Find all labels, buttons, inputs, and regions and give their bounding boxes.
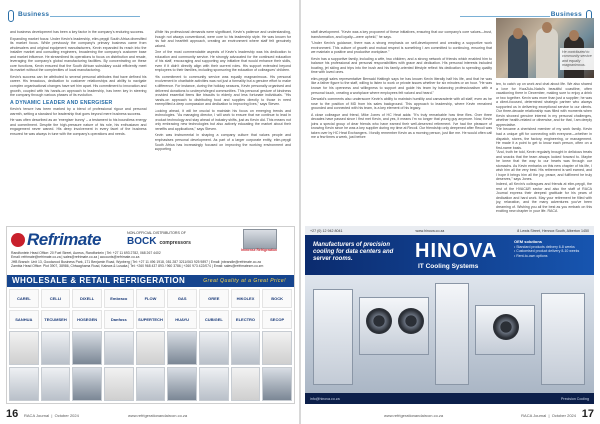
footer-issue: RACA Journal | October 2024: [521, 413, 576, 418]
brand-name: HINOVA: [415, 240, 498, 262]
product-image: [9, 367, 39, 401]
advert-footer-tag: Precision Cooling: [561, 396, 589, 401]
refrimate-advert[interactable]: [6, 226, 295, 404]
advert-email[interactable]: info@hinova.co.za: [310, 396, 340, 401]
cooling-units-image: [305, 275, 594, 393]
issue-date: October 2024: [54, 413, 79, 418]
brand-logo: BOCK: [262, 289, 292, 308]
section-header: [8, 10, 143, 24]
compressor-label: Immense Refrigeration: [241, 248, 277, 252]
banner-tagline: Great Quality at a Great Price!: [203, 278, 286, 284]
hinova-advert[interactable]: [305, 226, 594, 404]
magazine-name: RACA Journal: [521, 413, 547, 418]
product-image: [41, 331, 71, 365]
product-grid: [9, 331, 292, 401]
footer-website[interactable]: www.refrigerationandaircon.co.za: [128, 413, 188, 418]
product-image: [136, 367, 166, 401]
paragraph: elim-pepgii sales representative Berwald Hattingh says he has known Kevin literally half his life, and that he was like a father figure to the staff, willing to listen to work or private issues whether for six minutes or an hour. "He was known for his openness and willingness to support and guide his team by balancing professionalism with a personal touch, creating a workplace where employees felt valued and heard.": [311, 76, 492, 95]
section-label: Business: [550, 11, 582, 18]
brand-name: Refrimate: [27, 230, 101, 249]
brand-logo: SANHUA: [9, 310, 39, 329]
advert-banner: [305, 235, 594, 275]
feature-text: Customised product delivery 8-10 weeks: [516, 249, 580, 254]
brand-logo: HOSEGEN: [72, 310, 102, 329]
person-head: [542, 22, 552, 33]
paragraph: "Under Kevin's guidance, there was a strong emphasis on self-development and creating a supportive work environment. This culture of growth and mutual respect is something I am committed to continuing, ensuring that we maintain a positive and productive workplace.": [311, 41, 492, 55]
cooling-unit: [435, 283, 469, 385]
person-figure: [508, 34, 528, 78]
paragraph: "He became a cherished member of my work family. Kevin had a unique gift for connecting with everyone—whether in dispatch, stores, the factory, engineering, or management. He made it a point to get to know each person, often on a first-name basis.: [496, 127, 592, 150]
paragraph: He was often described as an 'energiser bunny' – a testament to his boundless energy and commitment. Despite the high-pressure nature of his role, his enthusiasm and engagement never waned. His deep involvement in every facet of the business ensured he was always in tune with the company's operations and needs.: [10, 118, 147, 136]
advert-contact-bar: [305, 226, 594, 235]
feature-list-title: OEM solutions: [514, 239, 542, 244]
product-image: [231, 331, 261, 365]
product-image: [231, 367, 261, 401]
article-column-1: [10, 30, 147, 220]
right-page: [301, 0, 600, 424]
contact-line: Email: refrimate@refrimate.co.za | sales@refrimate.co.za | accounts@refrimate.co.za: [11, 255, 140, 260]
paragraph: "And, truth be told, Kevin regularly brought in delicious treats and snacks that the team always looked forward to. Maybe he knew that the way to our hearts was through our stomachs. As Kevin embarks on this new chapter of his life, I wish him all the very best. His retirement is well earned, and I hope it brings him all the joy, peace, and fulfilment he truly deserves," says Jones.: [496, 150, 592, 182]
footer-issue: RACA Journal | October 2024: [24, 413, 79, 418]
feature-text: Rent-to-own options: [516, 253, 548, 258]
distributor-title: NON-OFFICIAL DISTRIBUTORS OF: [127, 231, 186, 235]
advert-phone[interactable]: +27 (0) 12 942 8041: [310, 228, 343, 233]
left-page: [0, 0, 299, 424]
cooling-unit: [541, 293, 585, 385]
advert-feature-list: [514, 240, 588, 258]
product-image: [9, 331, 39, 365]
brand-logo: CAREL: [9, 289, 39, 308]
feature-item: • Rent-to-own options: [514, 253, 548, 258]
product-image: [199, 367, 229, 401]
product-image: [199, 331, 229, 365]
advert-subtitle: IT Cooling Systems: [418, 263, 479, 270]
advert-address: 8 Lewis Street, Hennox South, Alberton 1450: [517, 228, 589, 233]
wholesale-banner: [7, 275, 294, 287]
contact-details: [11, 251, 290, 273]
brand-logo: CUBIGEL: [199, 310, 229, 329]
brand-logo: TECUMSEH: [41, 310, 71, 329]
banner-text: WHOLESALE & RETAIL REFRIGERATION: [12, 276, 186, 285]
product-image: [262, 367, 292, 401]
brand-logo: FLOW: [136, 289, 166, 308]
advert-website[interactable]: www.hinova.co.za: [415, 228, 445, 233]
paragraph: A close colleague and friend, Mike Jones of HC Heat adds: "It's truly remarkable how time flies. Over three decades have passed since I first met Kevin, and yes, it means I'm no longer that young guy anymore. Now, Kevin joins a special group of dear friends who have earned their well-deserved retirement. I've had the pleasure of knowing Kevin since he was a key supplier during my time at Recoil. Our friendship only deepened after Recoil was taken over by HC Heat Exchangers. I fondly remember Kevin as a morning person, just like me. He would often call me a few times a week, just before: [311, 112, 492, 140]
footer-website[interactable]: www.refrigerationandaircon.co.za: [384, 413, 444, 418]
feature-item: • Standard products delivery 6-8 weeks: [514, 244, 575, 249]
page-number: 17: [581, 408, 594, 420]
bock-sub: compressors: [159, 240, 191, 246]
paragraph: Looking ahead, it will be crucial to maintain his focus on emerging trends and technologies. "As managing director, I will work to ensure that we continue to lead in product technology and stay ahead of industry shifts, just as Kevin did. This means not only embracing new technologies but also actively educating the market about their benefits and applications," says Steven.: [154, 108, 291, 131]
bock-logo: [127, 236, 191, 247]
product-image: [41, 367, 71, 401]
brand-logo: HUAYU: [167, 310, 197, 329]
fan-icon: [493, 314, 519, 340]
paragraph: Derwald's comments also underscore Kevin's ability to maintain humility and camaraderie with all staff, even as he rose to the position of MD from his sales background. This approach to leadership, where Kevin remained grounded and connected with his team, is a key element of his legacy.: [311, 97, 492, 111]
paragraph: Kevin has a supportive family, including a wife, two children, and a strong network of friends which enabled him to balance his professional and personal responsibilities with grace and dedication. His personal interests included boating, jet skiing and trips into the bush and his family-oriented lifestyle reflect his dedication to spending quality time with loved ones.: [311, 56, 492, 75]
person-figure: [536, 28, 558, 78]
product-image: [136, 331, 166, 365]
header-rule: [50, 16, 140, 17]
paragraph: His commitment to community service was equally magnanimous. His personal involvement in charitable activities was not just a formality but a genuine effort to make a difference. For instance, during the holiday seasons, Kevin personally organised and delivered donations to underprivileged communities. This personal gesture of kindness provided essential items like biscuits to elderly and less fortunate individuals. "His hands-on approach to distributing food and supplies directly to those in need exemplified a deep compassion and dedication to improving lives," says Steven.: [154, 74, 291, 107]
hinova-logo: [415, 240, 497, 263]
fan-icon: [398, 308, 424, 334]
person-head: [569, 30, 579, 41]
advert-footer: [305, 393, 594, 404]
advert-header: [7, 227, 294, 252]
compressor-image: [243, 229, 277, 249]
paragraph: Indeed, all Kevin's colleagues and friends at elim-pepgii, the rest of the HVAC&R sector and also the staff of RACA Journal express their deepest gratitude for his years of dedication and hard work. May your retirement be filled with joy, relaxation, and the many adventures you've been dreaming of. Wishing you all the best as you embark on this exciting new chapter in your life. RACA: [496, 182, 592, 214]
bock-brand: BOCK: [127, 236, 157, 247]
person-head: [513, 28, 523, 39]
feature-text: Standard products delivery 6-8 weeks: [516, 244, 575, 249]
magazine-name: RACA Journal: [24, 413, 50, 418]
feature-item: • Customised product delivery 8-10 weeks: [514, 249, 580, 254]
cooling-unit: [475, 305, 535, 355]
photo-caption: He contributed to community service and equally magnanimous.: [560, 48, 594, 70]
brand-logo: ELECTRO: [231, 310, 261, 329]
page-number: 16: [6, 408, 19, 420]
paragraph: Kevin's tenure has been marked by a blend of professional rigour and personal warmth, setting a standard for leadership that goes beyond mere business success.: [10, 107, 147, 116]
issue-date: October 2024: [551, 413, 576, 418]
paragraph: staff development. "Kevin was a key proponent of these initiatives, ensuring that our company's core values—trust, transformation, and loyalty—were upheld," he says.: [311, 30, 492, 39]
cooling-unit: [359, 297, 429, 355]
brand-logo: SUPERTECH: [136, 310, 166, 329]
brand-logo: GREE: [199, 289, 229, 308]
paragraph: Kevin's success can be attributed to several personal attributes that have defined his career. His tenacious, dedication to customer relationships and ability to navigate complex organisational changes have set him apart. His commitment to innovation and growth, coupled with his hands-on approach to leadership, has been key in steering the company through various phases of its evolution.: [10, 74, 147, 98]
contact-line: JHB Branch: Unit 13, Goodwood Business Park, 171 Benjamin Road, Wynberg | Tel: +27 11 496 1918, 081 287 3211/063 925 9897 | Email: jnbrandle@refrimate.co.za: [11, 259, 261, 264]
logo-mark-icon: [11, 233, 25, 247]
page-footer: [6, 408, 296, 420]
contact-line: Zambia Head Office: Plot 3907, 38986, Chiwaghama Road, Kalewa & Lusaka | Tel: +260 968 437 893 / 960 3786 | +260 973 422/074 | Email: sales@refrimatezm.co.zm: [11, 263, 264, 268]
paragraph: While his professional demands were significant, Kevin's patience and understanding, though not always conventional, were core to his leadership style. He was known for his fair and heartfelt approach, creating an environment where staff felt genuinely valued.: [154, 30, 291, 48]
article-columns: [311, 30, 492, 220]
brand-logo: DIXELL: [72, 289, 102, 308]
paragraph: and business development has been a key factor in the company's enduring success.: [10, 30, 145, 34]
section-label: Business: [18, 11, 50, 18]
thermometer-icon: [8, 10, 14, 22]
paragraph: Kevin was instrumental in shaping a company culture that values people and emphasises personal development. As part of a larger corporate entity, elim-pepgii South Africa has increasingly focused on improving the working environment and supporting: [154, 133, 291, 152]
paragraph: Expanding market focus: Under Kevin's leadership, elim-pepgii South Africa diversified its market focus. While previously the company's primary business came from wholesalers and original equipment manufacturers, Kevin expanded its reach into the installer market and consulting engineers, broadening the company's customer base and market influence. He streamlined its operations to focus on distribution and resale, leveraging the company's global manufacturing facilities. By concentrating on these core functions, Kevin ensured that the South African subsidiary could efficiently meet its market without the complexities of local manufacturing.: [10, 36, 147, 73]
contact-line: Randfontein Head Office: 20 Fuel Street, Aureus, Randfontein | Tel: +27 11 693 2782, 068 267 4402: [11, 251, 161, 255]
brand-logo: CELLI: [41, 289, 71, 308]
article-column-2: [155, 30, 292, 220]
advert-tagline: Manufacturers of precision cooling for data centers and server rooms.: [313, 242, 394, 262]
fan-icon: [366, 308, 392, 334]
product-image: [72, 331, 102, 365]
brand-logo: GAS: [167, 289, 197, 308]
product-image: [167, 331, 197, 365]
product-image: [167, 367, 197, 401]
article-columns: [10, 30, 291, 220]
product-image: [262, 331, 292, 365]
brand-logo: SECOP: [262, 310, 292, 329]
article-column-3: [496, 82, 592, 220]
cooling-unit: [313, 289, 353, 385]
brand-logo: HIKOLEX: [231, 289, 261, 308]
product-image: [104, 331, 134, 365]
product-image: [104, 367, 134, 401]
paragraph: One of the most commendable aspects of Kevin's leadership was his dedication to education and community service. He strongly advocated for the continued education of his staff, encouraging and supporting any initiative that would enhance their skills, even if it didn't directly align with their current roles. His support extended beyond employees to their families, including sponsoring the education of colleagues' children.: [154, 50, 291, 73]
header-rule: [460, 16, 550, 17]
distributor-block: [127, 231, 277, 252]
refrimate-logo: [11, 230, 101, 250]
product-image: [72, 367, 102, 401]
brand-logo: Embraco: [104, 289, 134, 308]
page-footer: [304, 408, 594, 420]
brand-logo-grid: [9, 289, 292, 329]
brand-logo: Danfoss: [104, 310, 134, 329]
paragraph: ten, to catch up on work and chat about life. We also shared a love for KwaZulu-Natal's beautiful coastline, often vacationing there in December, making sure to enjoy a drink or two together. Kevin was more than just a supplier; he was a client-focused, determined strategic partner who always supported us in delivering exceptional service to our clients. Our three-decade relationship was filled with moments when Kevin showed genuine interest in my personal challenges, whether health-related or otherwise, and for that, I am deeply appreciative.: [496, 82, 592, 127]
article-column-1: [311, 30, 492, 220]
subheading: A DYNAMIC LEADER AND ENERGISER: [10, 99, 113, 106]
